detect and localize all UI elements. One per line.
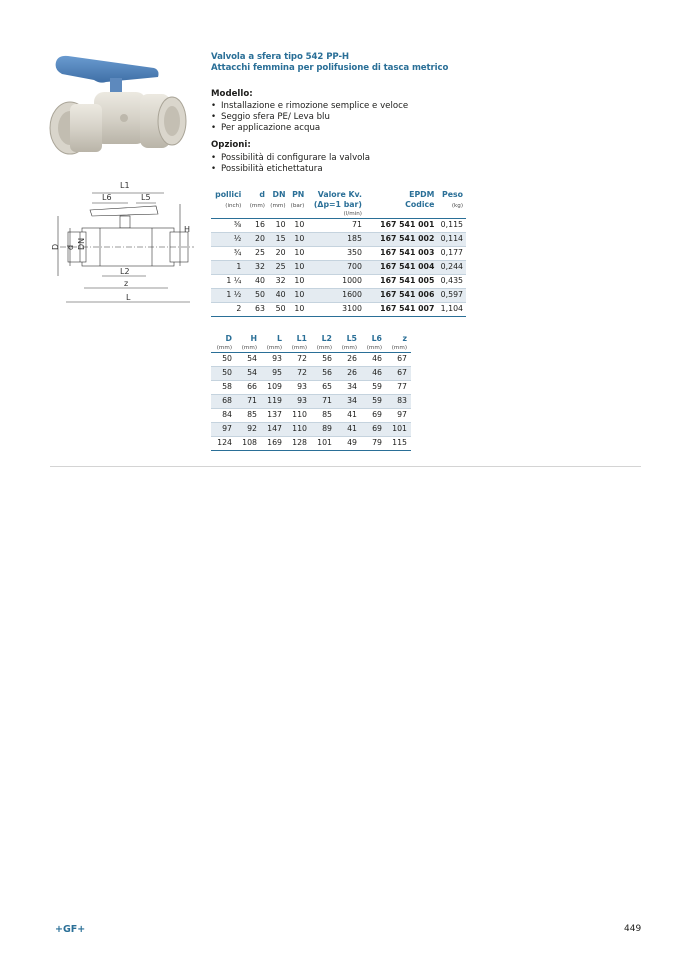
table-cell: 59 (361, 395, 386, 409)
table-cell: 40 (268, 289, 289, 303)
table-cell: 69 (361, 423, 386, 437)
list-item: • Installazione e rimozione semplice e veloce (211, 101, 408, 112)
dimension-table (211, 334, 411, 451)
table-cell: 115 (386, 437, 411, 451)
page-divider (50, 466, 641, 467)
table-row (211, 303, 466, 317)
table-cell: 10 (289, 233, 308, 247)
col-unit: (mm) (249, 203, 265, 209)
table-cell: 71 (352, 220, 362, 230)
col-header: z (402, 334, 407, 343)
table-cell: 25 (247, 247, 268, 261)
table-cell: 128 (286, 437, 311, 451)
table-row (211, 247, 466, 261)
spec-table (211, 190, 466, 317)
table-cell: 0,177 (437, 247, 466, 261)
label-DN: DN (77, 237, 86, 250)
table-row (211, 219, 466, 233)
label-z: z (124, 279, 129, 288)
valve-body (50, 92, 186, 154)
col-header-2: (Δp=1 bar) (313, 200, 362, 209)
table-row (211, 423, 411, 437)
spec-table-body (211, 219, 466, 317)
table-cell: 1600 (307, 289, 365, 303)
table-cell: 79 (361, 437, 386, 451)
modello-list (211, 101, 408, 134)
table-cell: 68 (211, 395, 236, 409)
col-header: EPDM (409, 190, 435, 199)
table-cell: 92 (236, 423, 261, 437)
table-cell: 167 541 004 (365, 261, 437, 275)
table-cell: 20 (268, 247, 289, 261)
table-cell: 93 (286, 381, 311, 395)
col-unit: (kg) (451, 203, 463, 209)
table-cell: 67 (386, 367, 411, 381)
table-cell: 10 (289, 275, 308, 289)
table-cell: 50 (268, 303, 289, 317)
table-cell: 0,597 (437, 289, 466, 303)
opzioni-list (211, 153, 370, 175)
table-cell: 97 (386, 409, 411, 423)
table-cell: 71 (236, 395, 261, 409)
table-cell: 700 (307, 261, 365, 275)
table-cell: 84 (211, 409, 236, 423)
table-cell: 10 (289, 261, 308, 275)
table-cell: 10 (294, 220, 305, 230)
title-line-2: Attacchi femmina per polifusione di tasca metrico (211, 63, 449, 73)
table-cell: 167 541 002 (365, 233, 437, 247)
col-unit: (mm) (386, 344, 411, 353)
label-L: L (126, 293, 131, 302)
product-title (211, 52, 448, 74)
col-header: H (250, 334, 257, 343)
dimension-table-body (211, 353, 411, 451)
valve-handle (56, 56, 159, 94)
table-cell: 167 541 007 (365, 303, 437, 317)
col-unit: (mm) (361, 344, 386, 353)
col-header: L2 (321, 334, 332, 343)
table-cell: 0,115 (440, 220, 463, 230)
col-header: D (225, 334, 232, 343)
table-cell: 83 (386, 395, 411, 409)
table-cell: 41 (336, 409, 361, 423)
table-cell: 59 (361, 381, 386, 395)
table-cell: 10 (289, 247, 308, 261)
table-cell: 46 (372, 354, 382, 364)
label-d: d (66, 244, 75, 250)
table-cell: 66 (236, 381, 261, 395)
table-cell: 89 (311, 423, 336, 437)
col-unit: (bar) (290, 203, 305, 209)
table-cell: 1 ¼ (211, 275, 247, 289)
table-cell: 65 (311, 381, 336, 395)
table-cell: ¾ (211, 247, 247, 261)
list-item: • Per applicazione acqua (211, 123, 408, 134)
table-cell: 26 (336, 367, 361, 381)
table-cell: 95 (261, 367, 286, 381)
table-cell: 1 ½ (211, 289, 247, 303)
list-item: • Possibilità etichettatura (211, 164, 370, 175)
table-cell: 26 (347, 354, 357, 364)
table-cell: 15 (268, 233, 289, 247)
table-cell: 71 (311, 395, 336, 409)
col-unit: (inch) (225, 203, 242, 209)
gf-logo: +GF+ (55, 924, 86, 935)
label-H: H (184, 225, 191, 234)
table-row (211, 233, 466, 247)
table-row (211, 437, 411, 451)
table-cell: 169 (261, 437, 286, 451)
table-row (211, 409, 411, 423)
table-cell: 50 (211, 367, 236, 381)
table-cell: 85 (311, 409, 336, 423)
table-cell: 147 (261, 423, 286, 437)
label-L6: L6 (102, 193, 112, 202)
table-cell: 20 (247, 233, 268, 247)
table-cell: 41 (336, 423, 361, 437)
table-cell: 124 (211, 437, 236, 451)
col-header: L5 (346, 334, 357, 343)
table-row (211, 289, 466, 303)
table-cell: 0,435 (437, 275, 466, 289)
label-L5: L5 (141, 193, 151, 202)
table-cell: 54 (247, 354, 257, 364)
table-cell: 49 (336, 437, 361, 451)
table-cell: 97 (211, 423, 236, 437)
table-cell: 50 (222, 354, 232, 364)
table-cell: 67 (397, 354, 407, 364)
col-header: L1 (296, 334, 307, 343)
table-cell: 34 (336, 381, 361, 395)
list-item: • Seggio sfera PE/ Leva blu (211, 112, 408, 123)
table-cell: 167 541 005 (365, 275, 437, 289)
table-cell: 10 (289, 289, 308, 303)
table-cell: 185 (307, 233, 365, 247)
table-cell: 119 (261, 395, 286, 409)
table-cell: 1 (211, 261, 247, 275)
kv-unit: (l/min) (307, 210, 365, 219)
modello-heading: Modello: (211, 89, 253, 99)
table-cell: 137 (261, 409, 286, 423)
table-row (211, 275, 466, 289)
label-D: D (51, 243, 60, 250)
table-row (211, 381, 411, 395)
table-cell: 25 (268, 261, 289, 275)
table-cell: 93 (286, 395, 311, 409)
table-row (211, 261, 466, 275)
col-header-2: Codice (405, 200, 435, 209)
table-cell: 93 (272, 354, 282, 364)
table-cell: ½ (211, 233, 247, 247)
table-cell: 0,244 (437, 261, 466, 275)
opzioni-heading: Opzioni: (211, 140, 251, 150)
table-cell: 167 541 006 (365, 289, 437, 303)
table-cell: 10 (289, 303, 308, 317)
col-unit: (mm) (286, 344, 311, 353)
table-row (211, 395, 411, 409)
table-cell: 32 (268, 275, 289, 289)
table-cell: 34 (336, 395, 361, 409)
table-row (211, 353, 411, 367)
col-header: pollici (215, 190, 242, 199)
col-header: DN (272, 190, 286, 199)
table-cell: 167 541 001 (380, 220, 435, 230)
table-cell: 3100 (307, 303, 365, 317)
col-header: L6 (371, 334, 382, 343)
col-unit: (mm) (270, 203, 286, 209)
table-cell: 85 (236, 409, 261, 423)
table-cell: 101 (311, 437, 336, 451)
technical-drawing (44, 176, 196, 316)
table-cell: 350 (307, 247, 365, 261)
table-cell: 101 (386, 423, 411, 437)
col-unit: (mm) (211, 344, 236, 353)
table-cell: ⅜ (233, 220, 242, 230)
table-cell: 1,104 (437, 303, 466, 317)
table-cell: 69 (361, 409, 386, 423)
table-cell: 10 (275, 220, 286, 230)
col-header: PN (292, 190, 305, 199)
table-cell: 58 (211, 381, 236, 395)
col-header: Valore Kv. (317, 190, 362, 199)
table-cell: 56 (322, 354, 332, 364)
list-item: • Possibilità di configurare la valvola (211, 153, 370, 164)
col-unit: (mm) (336, 344, 361, 353)
table-cell: 40 (247, 275, 268, 289)
table-cell: 0,114 (437, 233, 466, 247)
table-cell: 46 (361, 367, 386, 381)
product-photo (44, 48, 192, 166)
label-L2: L2 (120, 267, 130, 276)
col-unit: (mm) (261, 344, 286, 353)
table-cell: 16 (255, 220, 265, 230)
col-header: Peso (442, 190, 463, 199)
table-row (211, 367, 411, 381)
table-cell: 32 (247, 261, 268, 275)
table-cell: 50 (247, 289, 268, 303)
col-unit: (mm) (236, 344, 261, 353)
table-cell: 108 (236, 437, 261, 451)
col-header: L (277, 334, 282, 343)
table-cell: 72 (297, 354, 307, 364)
page-number: 449 (624, 924, 642, 934)
table-cell: 1000 (307, 275, 365, 289)
table-cell: 110 (286, 409, 311, 423)
table-cell: 77 (386, 381, 411, 395)
col-unit: (mm) (311, 344, 336, 353)
table-cell: 109 (261, 381, 286, 395)
table-cell: 167 541 003 (365, 247, 437, 261)
table-cell: 54 (236, 367, 261, 381)
table-cell: 72 (286, 367, 311, 381)
col-header: d (259, 190, 265, 199)
table-cell: 110 (286, 423, 311, 437)
title-line-1: Valvola a sfera tipo 542 PP-H (211, 52, 350, 62)
table-cell: 2 (211, 303, 247, 317)
table-cell: 63 (247, 303, 268, 317)
table-cell: 56 (311, 367, 336, 381)
label-L1: L1 (120, 181, 130, 190)
